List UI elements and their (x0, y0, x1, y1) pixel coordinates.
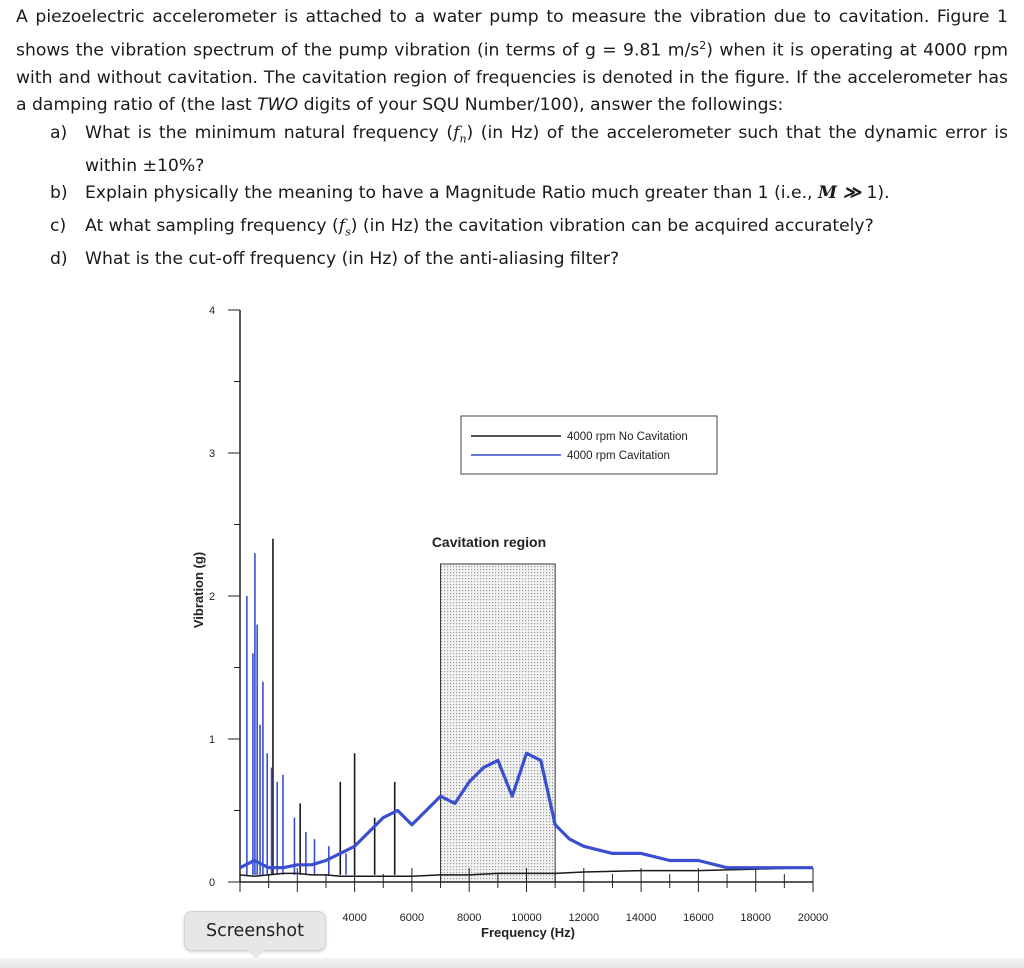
legend-box (461, 416, 717, 474)
y-tick-label: 3 (208, 448, 216, 460)
cavitation-region-label: Cavitation region (431, 534, 547, 550)
legend-group (461, 416, 717, 474)
part-label: b) (50, 183, 68, 204)
part-text (85, 120, 1008, 180)
y-tick-label: 0 (208, 877, 216, 889)
part-text (85, 246, 1008, 279)
x-tick-label: 6000 (399, 912, 425, 924)
question-part-a (16, 120, 1008, 180)
x-tick-label: 4000 (342, 912, 367, 924)
intro-middle: ) when it is operating at 4000 rpm with and without cavitation. The cavitation region of frequencies is denoted in the figure. If the accelerometer has a damping ratio of (the last (16, 40, 1008, 116)
y-tick-label: 2 (208, 591, 216, 603)
question-part-d (16, 246, 1008, 279)
part-text-post: 1). (861, 183, 890, 204)
intro-prefix: A piezoelectric accelerometer is attached to a water pump to measure the vibration due to cavitation. Figure 1 shows the vibration spectrum of the pump vibration (in terms of g = 9.81 m/s (16, 7, 1008, 61)
x-tick-label: 8000 (456, 912, 482, 924)
part-text-post: ) (in Hz) the cavitation vibration can be acquired accurately? (350, 216, 874, 237)
x-tick-label: 18000 (740, 912, 771, 924)
intro-emphasis: TWO (257, 95, 299, 116)
part-text-pre: What is the minimum natural frequency ( (85, 122, 454, 143)
part-label: a) (50, 122, 68, 143)
x-tick-label: 10000 (511, 912, 542, 924)
part-label: c) (50, 216, 67, 237)
cavitation-region-group (441, 564, 556, 882)
part-math: f (453, 122, 460, 143)
question-intro (16, 4, 1008, 120)
x-tick-label: 16000 (683, 912, 714, 924)
vibration-spectrum-figure (180, 290, 840, 955)
part-math-sub: s (345, 225, 351, 239)
part-text-pre: At what sampling frequency ( (85, 216, 339, 237)
part-text-post: ) (in Hz) of the accelerometer such that the dynamic error is within ±10%? (85, 122, 1008, 176)
legend-label: 4000 rpm Cavitation (567, 450, 670, 462)
question-text (16, 4, 1008, 279)
intro-suffix: digits of your SQU Number/100), answer the followings: (298, 95, 784, 116)
part-text (85, 180, 1008, 213)
vibration-spectrum-chart (180, 290, 840, 955)
y-tick-label: 4 (208, 305, 216, 317)
part-text-pre: Explain physically the meaning to have a Magnitude Ratio much greater than 1 (i.e., (85, 183, 818, 204)
legend-label: 4000 rpm No Cavitation (567, 431, 688, 443)
x-tick-label: 12000 (568, 912, 600, 924)
question-part-c (16, 213, 1008, 246)
y-axis-title: Vibration (g) (191, 551, 206, 629)
part-text (85, 213, 1008, 246)
part-math: f (338, 216, 346, 237)
question-part-b (16, 180, 1008, 213)
part-text-pre: What is the cut-off frequency (in Hz) of the anti-aliasing filter? (85, 249, 620, 270)
question-parts (16, 120, 1008, 279)
part-math: M ≫ (818, 183, 862, 204)
bottom-bar (0, 958, 1024, 968)
screenshot-button-label: Screenshot (206, 921, 304, 941)
cavitation-region-box (441, 564, 556, 882)
part-math-sub: n (459, 132, 467, 146)
part-label: d) (50, 249, 68, 270)
screenshot-button[interactable] (184, 911, 326, 951)
intro-superscript: 2 (699, 38, 707, 52)
x-axis-title: Frequency (Hz) (481, 925, 575, 940)
y-tick-label: 1 (208, 734, 216, 746)
x-tick-label: 20000 (797, 912, 829, 924)
x-tick-label: 14000 (625, 912, 657, 924)
